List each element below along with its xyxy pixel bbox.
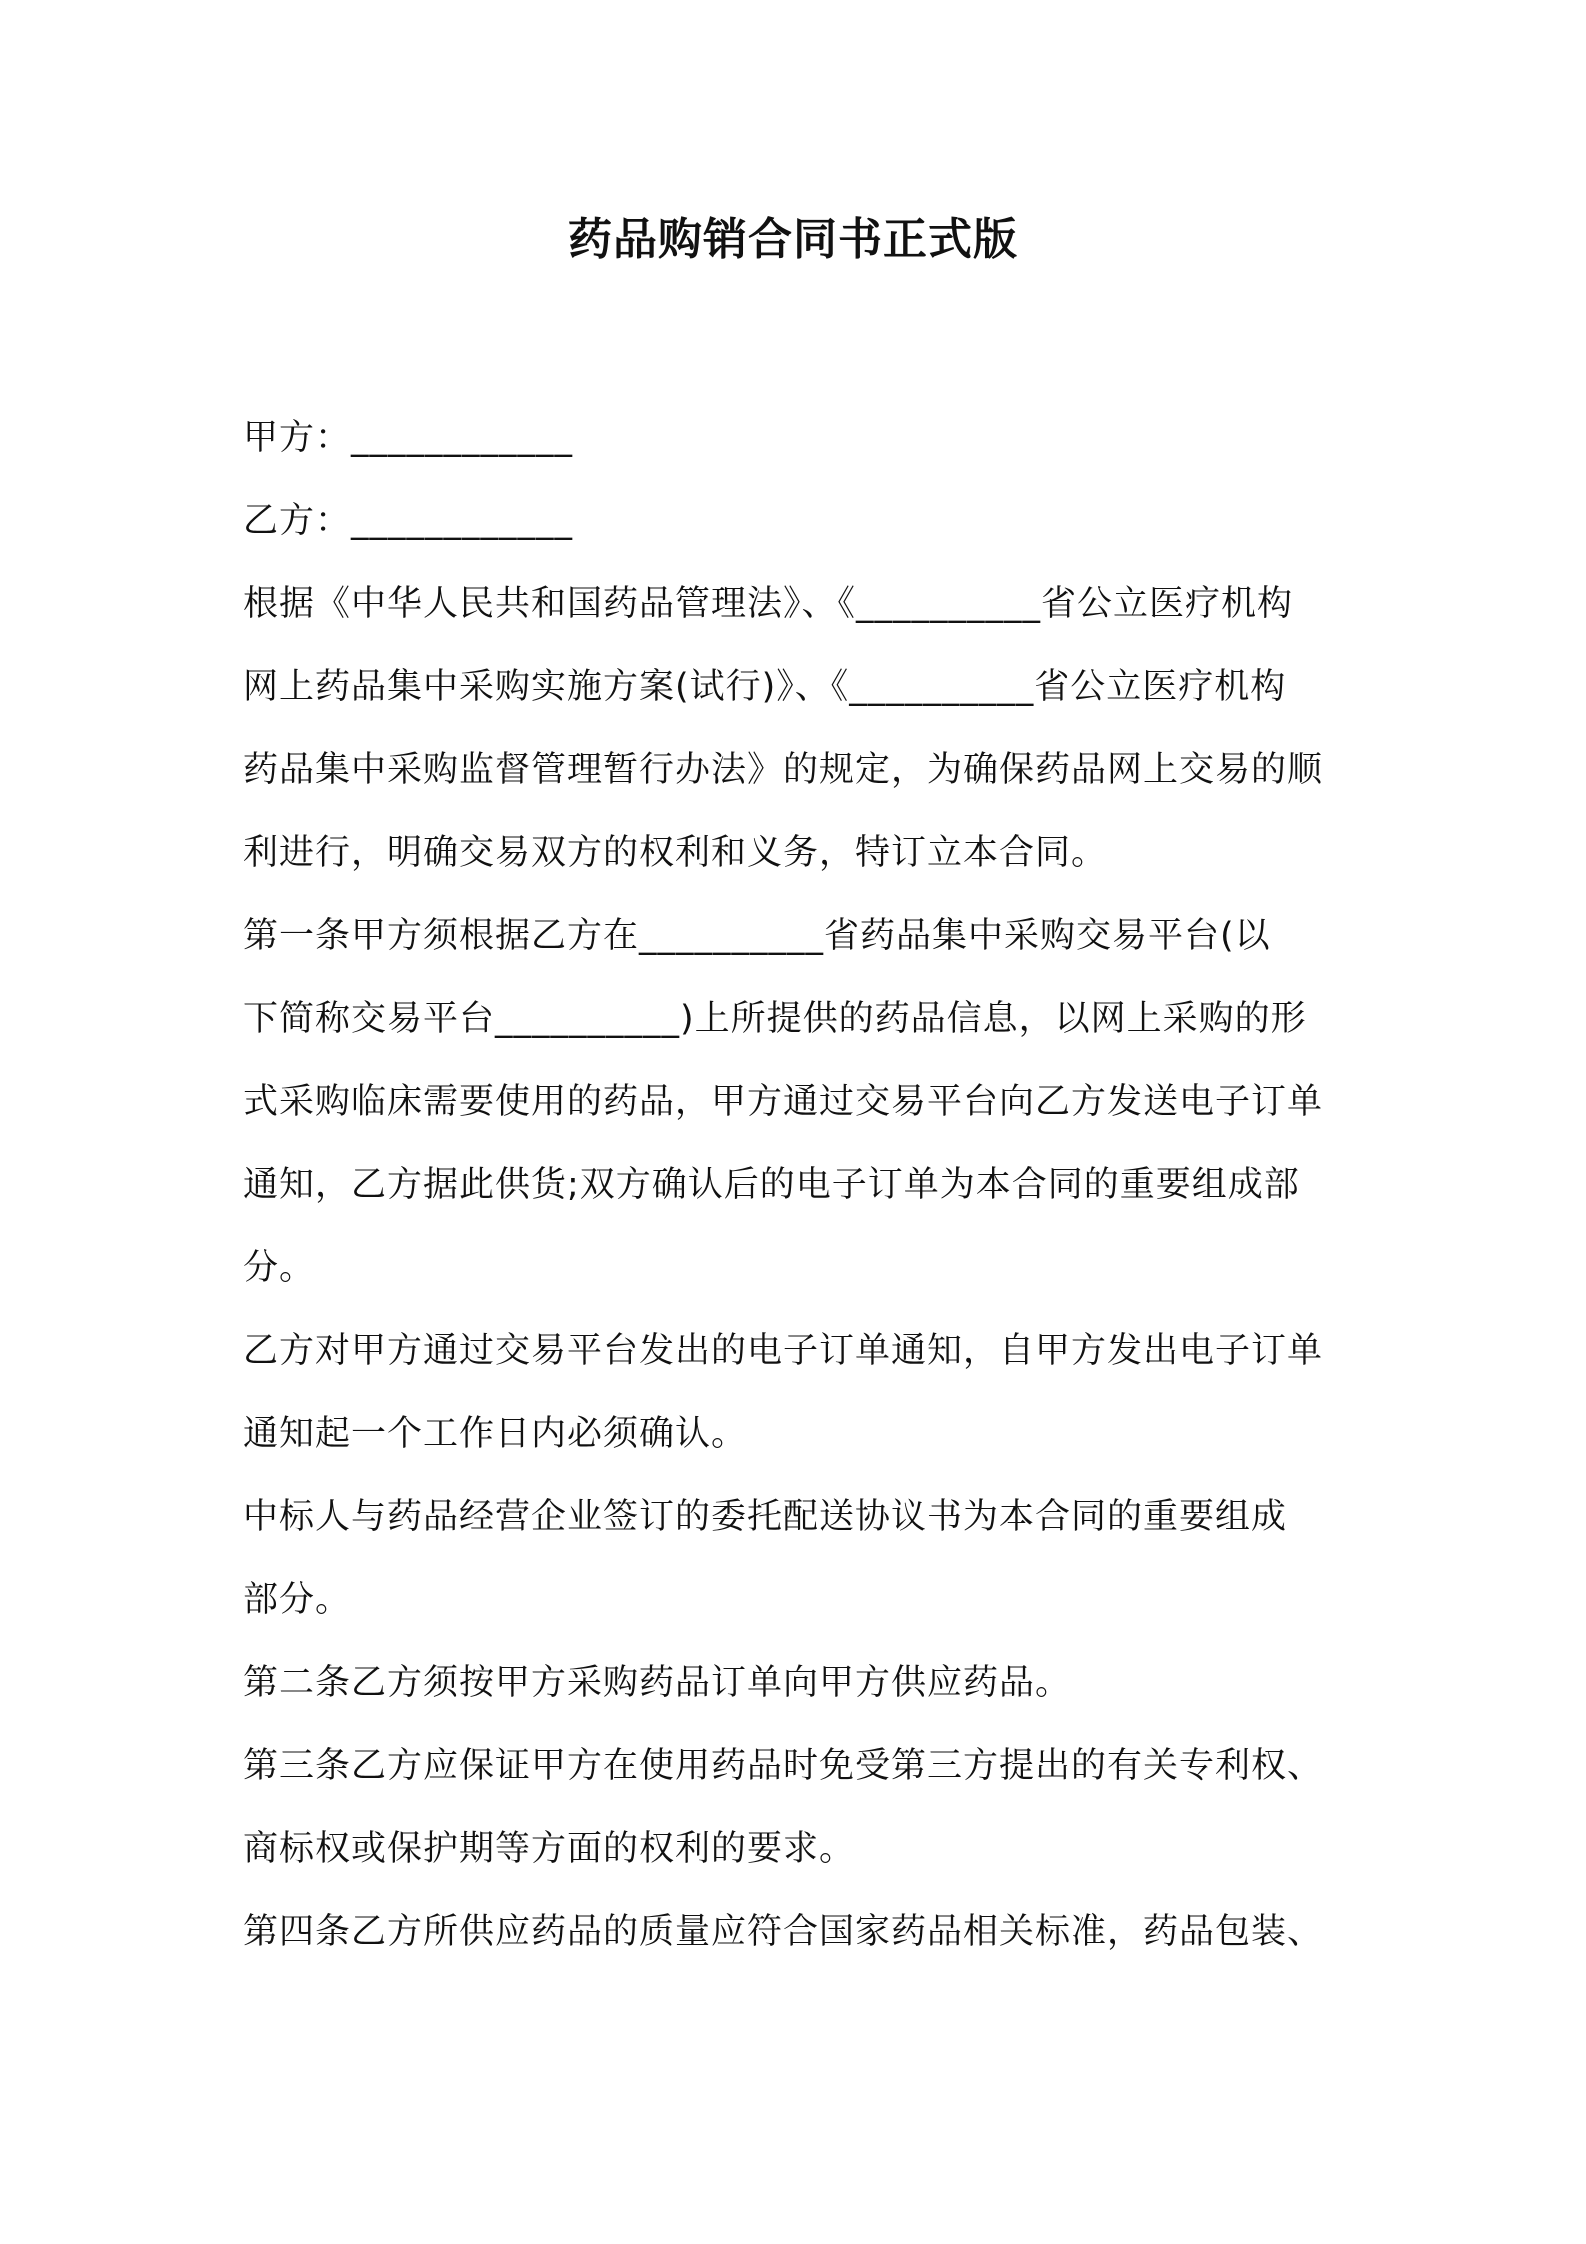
- text-line: 中标人与药品经营企业签订的委托配送协议书为本合同的重要组成: [243, 1497, 1288, 1537]
- text-line: 商标权或保护期等方面的权利的要求。: [243, 1829, 856, 1869]
- text-line: 通知起一个工作日内必须确认。: [243, 1414, 748, 1454]
- text-line: 式采购临床需要使用的药品，甲方通过交易平台向乙方发送电子订单: [243, 1082, 1324, 1122]
- text-line: 部分。: [243, 1580, 352, 1620]
- text-line: 分。: [243, 1248, 316, 1288]
- text-line: 第二条乙方须按甲方采购药品订单向甲方供应药品。: [243, 1663, 1072, 1703]
- text-line: 第三条乙方应保证甲方在使用药品时免受第三方提出的有关专利权、: [243, 1746, 1324, 1786]
- text-line: 根据《中华人民共和国药品管理法》、《__________省公立医疗机构: [243, 584, 1294, 624]
- text-line: 利进行，明确交易双方的权利和义务，特订立本合同。: [243, 833, 1108, 873]
- document-title: 药品购销合同书正式版: [568, 214, 1018, 265]
- text-line: 药品集中采购监督管理暂行办法》的规定，为确保药品网上交易的顺: [243, 750, 1324, 790]
- text-line: 网上药品集中采购实施方案(试行)》、《__________省公立医疗机构: [243, 667, 1287, 707]
- text-line: 通知，乙方据此供货;双方确认后的电子订单为本合同的重要组成部: [243, 1165, 1300, 1205]
- text-line: 下简称交易平台__________)上所提供的药品信息，以网上采购的形: [243, 999, 1307, 1039]
- text-line: 第四条乙方所供应药品的质量应符合国家药品相关标准，药品包装、: [243, 1912, 1324, 1952]
- party-a-line: 甲方：____________: [243, 418, 574, 458]
- text-line: 乙方对甲方通过交易平台发出的电子订单通知，自甲方发出电子订单: [243, 1331, 1324, 1371]
- text-line: 第一条甲方须根据乙方在__________省药品集中采购交易平台(以: [243, 916, 1271, 956]
- party-b-line: 乙方：____________: [243, 501, 574, 541]
